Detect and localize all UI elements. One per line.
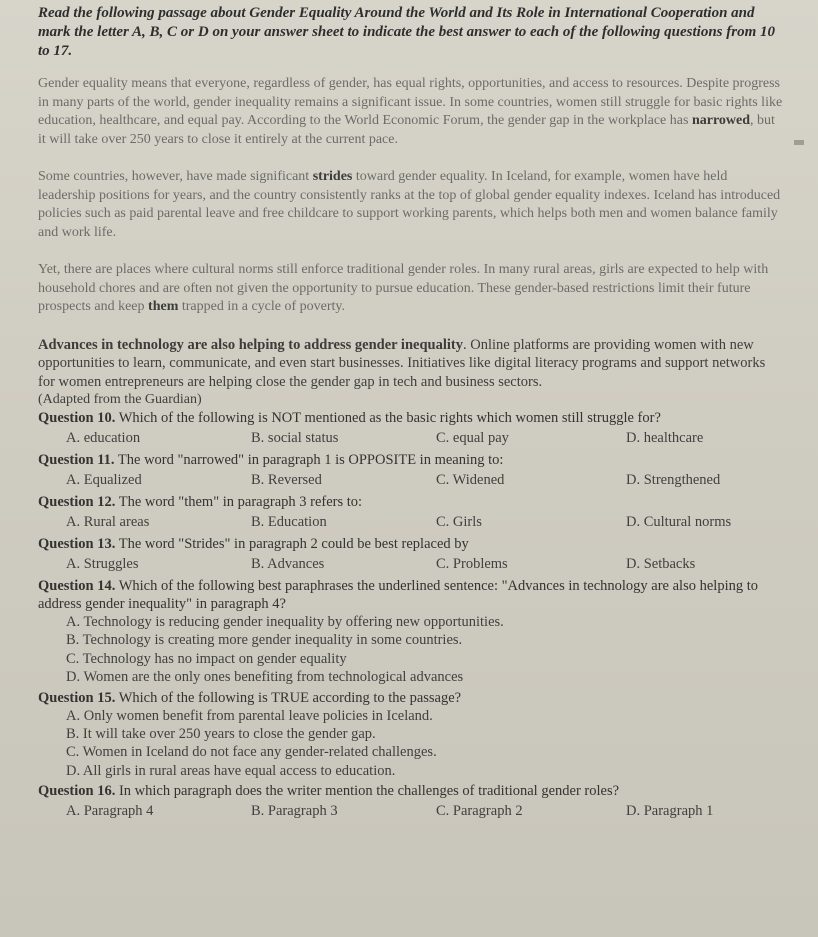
option-d[interactable]: D. Paragraph 1 bbox=[626, 803, 714, 820]
option-d[interactable]: D. Cultural norms bbox=[626, 514, 732, 530]
option-a[interactable]: A. Equalized bbox=[66, 472, 142, 488]
option-b[interactable]: B. Paragraph 3 bbox=[251, 803, 338, 820]
question-15 bbox=[38, 689, 784, 781]
option-a[interactable]: A. Only women benefit from parental leave policies in Iceland. bbox=[66, 707, 433, 724]
question-10-options bbox=[38, 428, 784, 448]
option-d[interactable]: D. healthcare bbox=[626, 430, 704, 446]
option-a[interactable]: A. Technology is reducing gender inequality by offering new opportunities. bbox=[66, 614, 504, 630]
question-11-text bbox=[38, 451, 784, 469]
option-b[interactable]: B. Reversed bbox=[251, 472, 322, 488]
question-16-text bbox=[38, 782, 784, 800]
option-b[interactable]: B. social status bbox=[251, 430, 339, 446]
question-stem: The word "them" in paragraph 3 refers to: bbox=[115, 494, 363, 510]
p1-text-after: , but it will take over 250 years to close it entirely at the current pace. bbox=[38, 113, 775, 147]
option-d[interactable]: D. All girls in rural areas have equal access to education. bbox=[66, 762, 396, 779]
question-number: Question 15. bbox=[38, 689, 116, 706]
p3-bold-word: them bbox=[148, 299, 179, 314]
option-c[interactable]: C. Paragraph 2 bbox=[436, 803, 523, 820]
question-14-text bbox=[38, 577, 784, 613]
p3-text-before: Yet, there are places where cultural norms still enforce traditional gender roles. In many rural areas, girls are expected to help with household chores and are often not given the opportunity to pursue education. These gender-based restrictions limit their future prospects and keep bbox=[38, 262, 769, 314]
question-13-options bbox=[38, 554, 784, 574]
option-d[interactable]: D. Women are the only ones benefiting from technological advances bbox=[66, 669, 464, 686]
option-c[interactable]: C. Technology has no impact on gender equality bbox=[66, 650, 347, 667]
option-c[interactable]: C. equal pay bbox=[436, 430, 509, 446]
question-number: Question 12. bbox=[38, 494, 116, 510]
option-a[interactable]: A. Struggles bbox=[66, 556, 139, 572]
question-12-text bbox=[38, 493, 784, 511]
question-number: Question 14. bbox=[38, 578, 116, 594]
option-b[interactable]: B. It will take over 250 years to close the gender gap. bbox=[66, 726, 376, 743]
passage-paragraph-1 bbox=[38, 75, 784, 149]
option-a[interactable]: A. education bbox=[66, 430, 141, 446]
question-10-text bbox=[38, 409, 784, 427]
p4-text-after: . Online platforms are providing women with new opportunities to learn, communicate, and even start businesses. Initiatives like digital literacy programs and support networks for women entrepreneurs are helping close the gender gap in tech and business sectors. bbox=[38, 336, 766, 390]
passage-source: (Adapted from the Guardian) bbox=[38, 392, 202, 407]
question-14-options bbox=[38, 613, 784, 687]
option-d[interactable]: D. Setbacks bbox=[626, 556, 696, 572]
question-stem: Which of the following is TRUE according to the passage? bbox=[115, 689, 462, 706]
passage-paragraph-3 bbox=[38, 261, 784, 317]
p2-text-before: Some countries, however, have made significant bbox=[38, 169, 313, 184]
option-b[interactable]: B. Advances bbox=[251, 556, 325, 572]
question-stem: The word "Strides" in paragraph 2 could be best replaced by bbox=[115, 536, 469, 552]
option-b[interactable]: B. Education bbox=[251, 514, 327, 530]
reading-instructions: Read the following passage about Gender Equality Around the World and Its Role in International Cooperation and mark the letter A, B, C or D on your answer sheet to indicate the best answer to each of the following questions from 10 to 17. bbox=[38, 5, 775, 59]
question-10 bbox=[38, 409, 784, 448]
passage-paragraph-2 bbox=[38, 168, 784, 242]
question-number: Question 16. bbox=[38, 783, 116, 800]
question-number: Question 10. bbox=[38, 410, 116, 426]
question-12 bbox=[38, 493, 784, 532]
option-a[interactable]: A. Paragraph 4 bbox=[66, 803, 154, 820]
question-16-options bbox=[38, 801, 784, 821]
passage-paragraph-4 bbox=[38, 336, 784, 392]
option-b[interactable]: B. Technology is creating more gender inequality in some countries. bbox=[66, 632, 463, 649]
question-stem: Which of the following best paraphrases the underlined sentence: "Advances in technology are also helping to address gender inequality" in paragraph 4? bbox=[38, 578, 758, 612]
question-13 bbox=[38, 535, 784, 574]
question-15-options bbox=[38, 707, 784, 781]
question-12-options bbox=[38, 512, 784, 532]
option-a[interactable]: A. Rural areas bbox=[66, 514, 150, 530]
p2-bold-word: strides bbox=[312, 169, 353, 184]
question-16 bbox=[38, 782, 784, 821]
option-c[interactable]: C. Girls bbox=[436, 514, 482, 530]
p1-text-before: Gender equality means that everyone, regardless of gender, has equal rights, opportunities, and access to resources. Despite progress in many parts of the world, gender inequality remains a significant issue. In some countries, women still struggle for basic rights like education, healthcare, and equal pay. According to the World Economic Forum, the gender gap in the workplace has bbox=[38, 76, 783, 128]
margin-mark bbox=[794, 140, 804, 145]
p2-text-after: toward gender equality. In Iceland, for example, women have held leadership positions for years, and the country consistently ranks at the top of global gender equality indexes. Iceland has introduced policies such as paid parental leave and free childcare to support working parents, which helps both men and women balance family and work life. bbox=[38, 169, 781, 240]
question-number: Question 13. bbox=[38, 536, 116, 552]
option-c[interactable]: C. Women in Iceland do not face any gender-related challenges. bbox=[66, 744, 437, 761]
question-stem: The word "narrowed" in paragraph 1 is OPPOSITE in meaning to: bbox=[114, 452, 504, 468]
question-11 bbox=[38, 451, 784, 490]
question-14 bbox=[38, 577, 784, 687]
option-d[interactable]: D. Strengthened bbox=[626, 472, 721, 488]
option-c[interactable]: C. Widened bbox=[436, 472, 505, 488]
p4-bold-sentence: Advances in technology are also helping to address gender inequality bbox=[38, 336, 463, 353]
question-number: Question 11. bbox=[38, 452, 115, 468]
question-15-text bbox=[38, 689, 784, 707]
p1-bold-word: narrowed bbox=[691, 113, 751, 128]
question-13-text bbox=[38, 535, 784, 553]
option-c[interactable]: C. Problems bbox=[436, 556, 508, 572]
question-stem: Which of the following is NOT mentioned as the basic rights which women still struggle for? bbox=[115, 410, 661, 426]
question-11-options bbox=[38, 470, 784, 490]
p3-text-after: trapped in a cycle of poverty. bbox=[178, 299, 345, 314]
question-stem: In which paragraph does the writer mention the challenges of traditional gender roles? bbox=[115, 783, 620, 800]
